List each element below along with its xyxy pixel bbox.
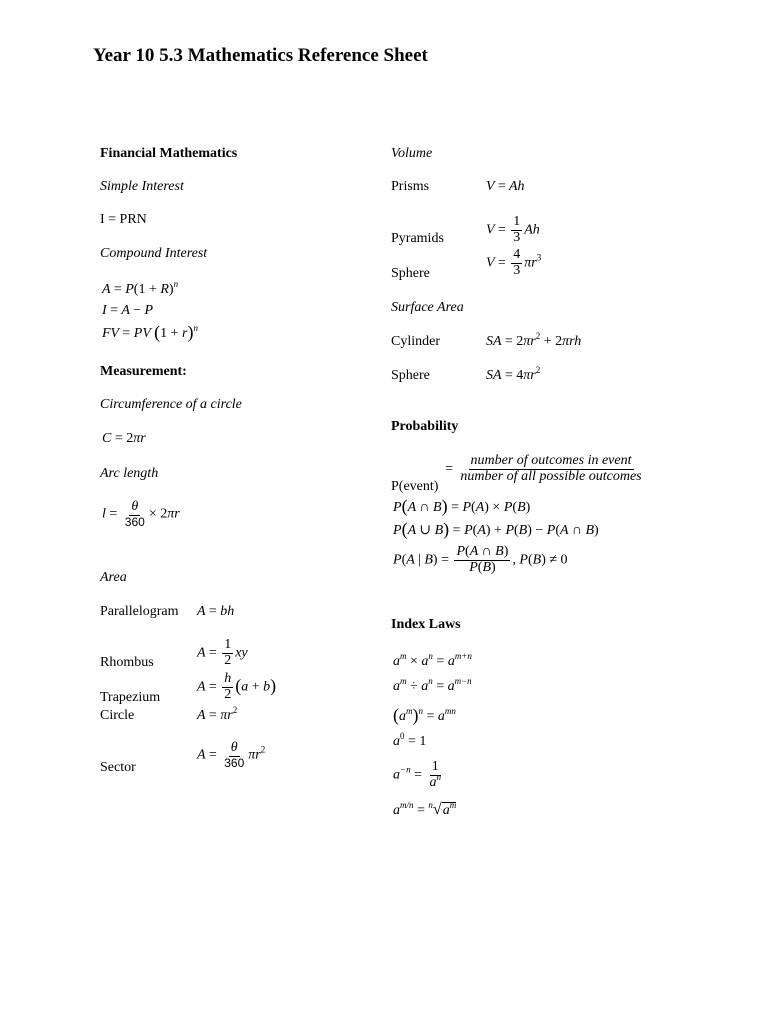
conditional-formula: P(A | B) = $\frac{P(A \cap B)}{P(B)}$ , P(B) ≠ 0 [393, 544, 568, 575]
pyramids-label: Pyramids [391, 231, 444, 246]
sphere-surface-label: Sphere [391, 368, 430, 383]
index-power-law: $(a^m)^n = a^{mn}$ [393, 705, 456, 725]
index-multiply-law: $a^m \times a^n = a^{m+n}$ [393, 651, 472, 669]
sphere-surface-formula: SA = $4\pi r^2$ [486, 365, 541, 383]
measurement-heading: Measurement: [100, 364, 187, 379]
interest-formula: I = A − P [102, 303, 154, 318]
probability-numerator: number of outcomes in event [470, 453, 632, 468]
sector-formula: A = $\frac{\theta}{360}$ $\pi r^2$ [197, 740, 266, 770]
compound-interest-formula: $A = P(1 + R)^n$ [102, 279, 179, 297]
sector-label: Sector [100, 760, 136, 775]
parallelogram-label: Parallelogram [100, 604, 179, 619]
sphere-volume-label: Sphere [391, 266, 430, 281]
arc-length-formula: l = $\frac{\theta}{360}$ × 2πr [102, 499, 180, 529]
index-negative-law: $a^{-n}$ = $\frac{1}{a^n}$ [393, 759, 441, 790]
cylinder-label: Cylinder [391, 334, 440, 349]
prisms-label: Prisms [391, 179, 430, 194]
simple-interest-formula: I = PRN [100, 212, 147, 227]
rhombus-formula: A = $\frac{1}{2}$ xy [197, 637, 248, 668]
prism-volume-formula: V = Ah [486, 179, 525, 194]
trapezium-formula: A = $\frac{h}{2}$ (a + b) [197, 671, 277, 702]
p-event-label: P(event) [391, 479, 439, 494]
index-laws-heading: Index Laws [391, 617, 461, 632]
index-divide-law: $a^m \div a^n = a^{m-n}$ [393, 676, 472, 694]
financial-heading: Financial Mathematics [100, 146, 238, 161]
probability-denominator: number of all possible outcomes [460, 468, 642, 484]
surface-area-subheading: Surface Area [391, 300, 464, 315]
pyramid-volume-formula: V = $\frac{1}{3}$ Ah [486, 214, 540, 245]
rhombus-label: Rhombus [100, 655, 154, 670]
probability-heading: Probability [391, 419, 459, 434]
cylinder-surface-formula: SA = $2\pi r^2 + 2\pi rh$ [486, 331, 582, 349]
union-formula: P(A ∪ B) = P(A) + P(B) − P(A ∩ B) [393, 519, 599, 539]
intersection-formula: P(A ∩ B) = P(A) × P(B) [393, 496, 531, 516]
index-zero-law: $a^0 = 1$ [393, 731, 427, 749]
sphere-volume-formula: V = $\frac{4}{3}$ $\pi r^3$ [486, 247, 542, 278]
compound-interest-subheading: Compound Interest [100, 246, 208, 261]
page-title: Year 10 5.3 Mathematics Reference Sheet [93, 45, 428, 66]
arc-length-subheading: Arc length [100, 466, 159, 481]
circle-label: Circle [100, 708, 135, 723]
index-fractional-law: $a^{m/n} = ^n√a^m$ [393, 800, 457, 818]
volume-subheading: Volume [391, 146, 433, 161]
parallelogram-formula: A = bh [197, 604, 235, 619]
trapezium-label: Trapezium [100, 690, 161, 705]
simple-interest-subheading: Simple Interest [100, 179, 184, 194]
circle-area-formula: $A = \pi r^2$ [197, 705, 238, 723]
circumference-formula: C = 2πr [102, 431, 146, 446]
probability-definition: = $\frac{\text{number of outcomes in event}}{\text{number of all possible outcomes}}$ [445, 453, 642, 484]
circumference-subheading: Circumference of a circle [100, 397, 242, 412]
future-value-formula: FV = PV $(1 + r)^n$ [102, 322, 198, 342]
area-subheading: Area [100, 570, 127, 585]
